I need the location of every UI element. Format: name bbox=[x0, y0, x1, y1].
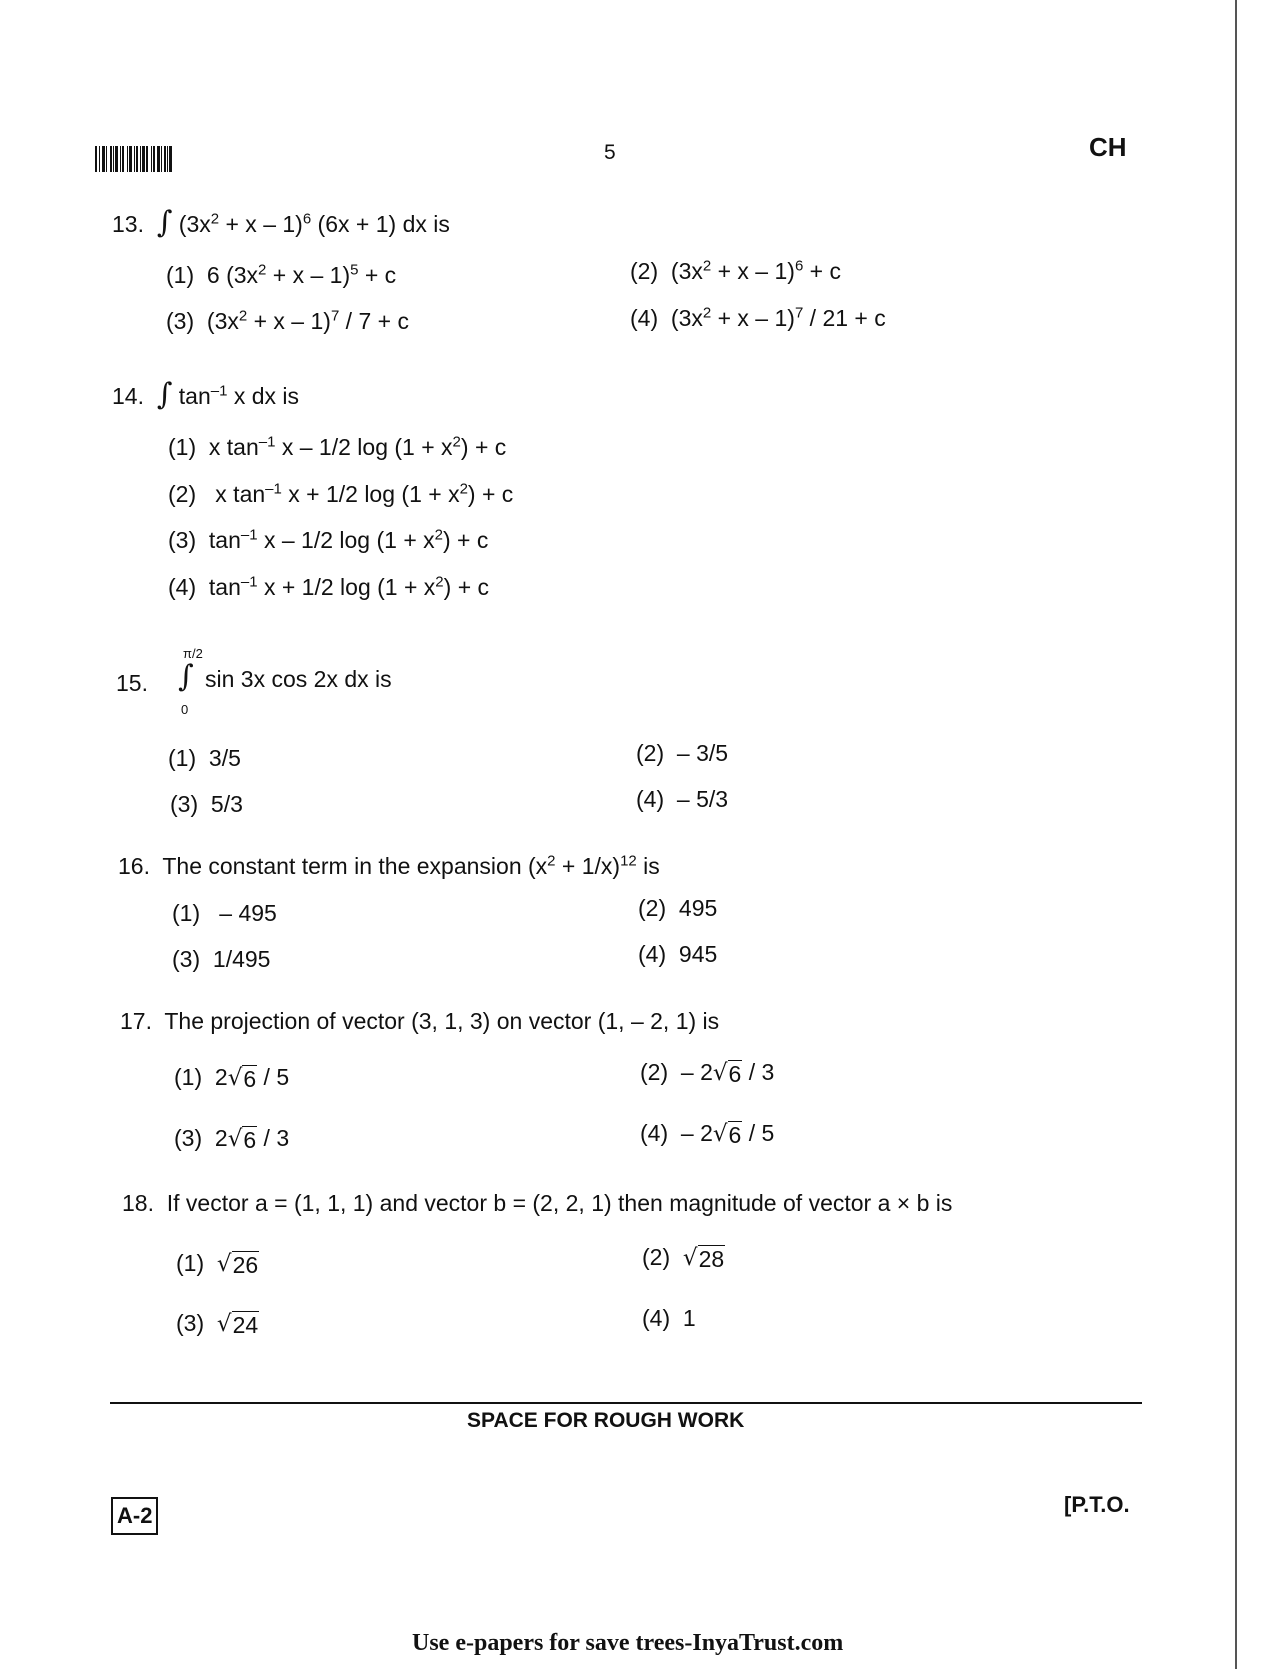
question-18: 18. If vector a = (1, 1, 1) and vector b = (2, 2, 1) then magnitude of vector a × b is bbox=[122, 1190, 953, 1216]
q13-option-4[interactable]: (4) $(3x^2 + x - 1)^7 / 21 + c$ bbox=[630, 304, 886, 331]
q18-option-3[interactable]: (3) √ 24 bbox=[176, 1310, 259, 1338]
question-14: 14. ∫ $\tan^{-1} x$ dx is bbox=[112, 377, 300, 412]
q15-option-3[interactable]: (3) 5/3 bbox=[170, 791, 243, 817]
pto-label: [P.T.O. bbox=[1064, 1492, 1130, 1517]
rough-work-heading: SPACE FOR ROUGH WORK bbox=[467, 1409, 745, 1432]
sqrt-icon: √ bbox=[682, 1245, 698, 1271]
integral-icon: ∫ bbox=[156, 205, 173, 240]
sqrt-icon: √ bbox=[216, 1251, 232, 1277]
question-17: 17. The projection of vector (3, 1, 3) on vector (1, – 2, 1) is bbox=[120, 1008, 720, 1034]
question-15-number: 15. bbox=[116, 670, 148, 696]
question-15-stem: sin 3x cos 2x dx is bbox=[205, 666, 392, 692]
question-16: 16. The constant term in the expansion $(x^2 + 1/x)^{12}$ is bbox=[118, 852, 660, 879]
q16-option-1[interactable]: (1) – 495 bbox=[172, 900, 277, 926]
q15-option-2[interactable]: (2) – 3/5 bbox=[636, 740, 729, 766]
footer-text: Use e-papers for save trees-InyaTrust.com bbox=[412, 1630, 844, 1656]
page-edge-line bbox=[1235, 0, 1237, 1669]
q13-option-3[interactable]: (3) $(3x^2 + x - 1)^7 / 7 + c$ bbox=[166, 307, 409, 334]
q16-option-3[interactable]: (3) 1/495 bbox=[172, 946, 271, 972]
sqrt-icon: √ bbox=[227, 1126, 243, 1152]
q18-option-2[interactable]: (2) √ 28 bbox=[642, 1244, 725, 1272]
page-number: 5 bbox=[604, 141, 616, 164]
q15-option-4[interactable]: (4) – 5/3 bbox=[636, 786, 729, 812]
sqrt-icon: √ bbox=[216, 1311, 232, 1337]
q14-option-1[interactable]: (1) x $\tan^{-1} x - 1/2$ $\log (1 + x^2) + c$ bbox=[168, 433, 507, 460]
q16-option-4[interactable]: (4) 945 bbox=[638, 941, 718, 967]
q14-option-2[interactable]: (2) x $\tan^{-1} x + 1/2$ $\log (1 + x^2) + c$ bbox=[168, 480, 514, 507]
lower-limit: 0 bbox=[181, 702, 189, 717]
q17-option-4[interactable]: (4) – 2 √ 6 / 5 bbox=[640, 1120, 775, 1148]
q13-option-2[interactable]: (2) $(3x^2 + x - 1)^6 + c$ bbox=[630, 257, 841, 284]
paper-code: CH bbox=[1089, 132, 1127, 162]
barcode-icon bbox=[95, 146, 183, 172]
sqrt-icon: √ bbox=[227, 1065, 243, 1091]
integral-icon: ∫ bbox=[156, 377, 173, 412]
q17-option-1[interactable]: (1) 2 √ 6 / 5 bbox=[174, 1064, 290, 1092]
sqrt-icon: √ bbox=[712, 1060, 728, 1086]
q18-option-4[interactable]: (4) 1 bbox=[642, 1305, 696, 1331]
rough-work-divider bbox=[110, 1402, 1142, 1404]
q13-option-1[interactable]: (1) 6 $(3x^2 + x - 1)^5 + c$ bbox=[166, 261, 397, 288]
q17-option-2[interactable]: (2) – 2 √ 6 / 3 bbox=[640, 1059, 775, 1087]
integral-icon: ∫ bbox=[178, 659, 194, 694]
question-13: 13. ∫ $(3x^2 + x - 1)^6$ (6x + 1) dx is bbox=[112, 205, 450, 240]
booklet-code-badge: A-2 bbox=[111, 1497, 158, 1535]
q17-option-3[interactable]: (3) 2 √ 6 / 3 bbox=[174, 1125, 290, 1153]
q16-option-2[interactable]: (2) 495 bbox=[638, 895, 718, 921]
q15-option-1[interactable]: (1) 3/5 bbox=[168, 745, 241, 771]
q14-option-3[interactable]: (3) $\tan^{-1} x - 1/2$ $\log (1 + x^2) + c$ bbox=[168, 526, 489, 553]
sqrt-icon: √ bbox=[712, 1121, 728, 1147]
upper-limit: π/2 bbox=[183, 646, 203, 661]
q14-option-4[interactable]: (4) $\tan^{-1} x + 1/2$ $\log (1 + x^2) + c$ bbox=[168, 573, 490, 600]
q18-option-1[interactable]: (1) √ 26 bbox=[176, 1250, 259, 1278]
